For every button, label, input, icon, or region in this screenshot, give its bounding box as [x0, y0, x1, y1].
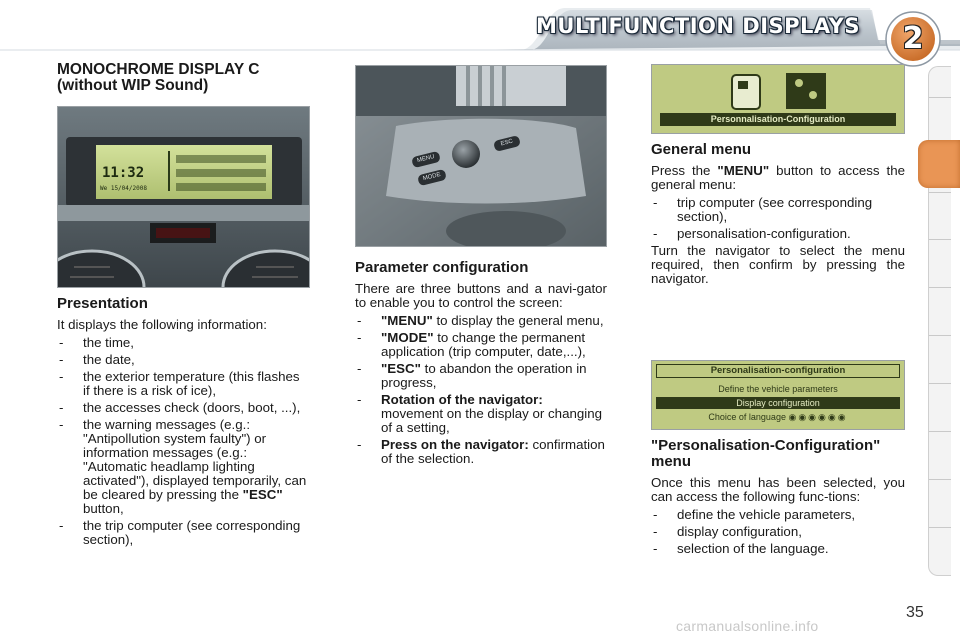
- list-item: [355, 314, 607, 328]
- list-item: - the date,: [57, 353, 309, 367]
- list-item: - define the vehicle parameters,: [651, 508, 905, 522]
- list-item: [57, 418, 309, 516]
- item-bold: "MODE": [381, 330, 434, 345]
- perso-menu-screen: [651, 360, 905, 430]
- list-item-text: the warning messages (e.g.: "Antipollution system faulty") or information messages (e.g.: "Automatic headlamp lighting activated"), displayed temporarily, can be cleared by pressing the: [83, 417, 307, 502]
- list-item-text-end: button,: [83, 501, 124, 516]
- watermark: carmanualsonline.info: [676, 618, 819, 634]
- perso-menu-intro: Once this menu has been selected, you can access the following func-tions:: [651, 475, 905, 504]
- item-bold: "ESC": [381, 361, 421, 376]
- list-item: [355, 331, 607, 359]
- list-item: - trip computer (see corresponding section),: [651, 196, 905, 224]
- parameter-list: [355, 314, 607, 466]
- display-photo: [57, 106, 310, 288]
- perso-menu-section: [651, 438, 905, 559]
- chapter-number: 2: [902, 21, 924, 56]
- item-text: to display the general menu,: [432, 313, 604, 328]
- presentation-section: [57, 296, 309, 550]
- esc-bold: "ESC": [242, 487, 283, 502]
- presentation-heading: Presentation: [57, 295, 148, 312]
- esc-physical-button: ESC: [493, 135, 521, 152]
- list-item: - the time,: [57, 336, 309, 350]
- perso-screen-row-label: Choice of language: [708, 412, 786, 422]
- perso-menu-list: [651, 508, 905, 556]
- general-menu-press: [651, 164, 905, 192]
- mode-physical-button: MODE: [417, 169, 447, 186]
- item-bold: "MENU": [381, 313, 433, 328]
- list-item: [355, 362, 607, 390]
- item-text: confirmation of the selection.: [381, 437, 605, 466]
- press-prefix: Press the: [651, 163, 718, 178]
- perso-screen-row-selected: Display configuration: [656, 397, 900, 409]
- item-bold: Rotation of the navigator:: [381, 392, 543, 407]
- press-suffix: button to access the general menu:: [651, 163, 905, 192]
- parameter-intro: There are three buttons and a navi-gator to enable you to control the screen:: [355, 281, 607, 310]
- presentation-list: [57, 336, 309, 547]
- parameter-section: [355, 260, 607, 469]
- lcd-date: We 15/04/2008: [100, 185, 147, 192]
- presentation-intro: It displays the following information:: [57, 317, 267, 332]
- page-number: 35: [906, 604, 924, 621]
- list-item: - display configuration,: [651, 525, 905, 539]
- list-item: - personalisation-configuration.: [651, 227, 905, 241]
- item-text: to abandon the operation in progress,: [381, 361, 587, 390]
- perso-menu-heading: "Personalisation-Configuration" menu: [651, 437, 881, 470]
- perso-screen-row: Define the vehicle parameters: [718, 384, 838, 394]
- parameter-heading: Parameter configuration: [355, 259, 529, 276]
- list-item: [355, 393, 607, 435]
- general-menu-caption: Personnalisation-Configuration: [710, 114, 846, 124]
- section-title: MONOCHROME DISPLAY C (without WIP Sound): [57, 61, 260, 94]
- list-item: - selection of the language.: [651, 542, 905, 556]
- item-bold: Press on the navigator:: [381, 437, 529, 452]
- chapter-tab-active[interactable]: [918, 140, 960, 188]
- flag-icons: ◉◉◉◉◉◉: [788, 412, 848, 422]
- list-item: - the accesses check (doors, boot, ...),: [57, 401, 309, 415]
- list-item: - the trip computer (see corresponding section),: [57, 519, 309, 547]
- general-menu-screen: [651, 64, 905, 134]
- controls-photo: [355, 65, 607, 247]
- list-item: - the exterior temperature (this flashes if there is a risk of ice),: [57, 370, 309, 398]
- general-menu-outro: Turn the navigator to select the menu required, then confirm by pressing the navigator.: [651, 243, 905, 286]
- perso-screen-title: Personalisation-configuration: [656, 364, 900, 378]
- item-text: to change the permanent application (trip computer, date,...),: [381, 330, 586, 359]
- perso-screen-row: [656, 411, 900, 423]
- lcd-time: 11:32: [102, 165, 145, 181]
- menu-bold: "MENU": [717, 163, 770, 178]
- general-menu-heading: General menu: [651, 141, 752, 158]
- general-menu-section: [651, 142, 905, 290]
- page-header-title: MULTIFUNCTION DISPLAYS: [536, 14, 860, 38]
- general-menu-list: [651, 196, 905, 241]
- menu-physical-button: MENU: [411, 151, 441, 168]
- list-item: [355, 438, 607, 466]
- item-text: movement on the display or changing of a setting,: [381, 406, 603, 435]
